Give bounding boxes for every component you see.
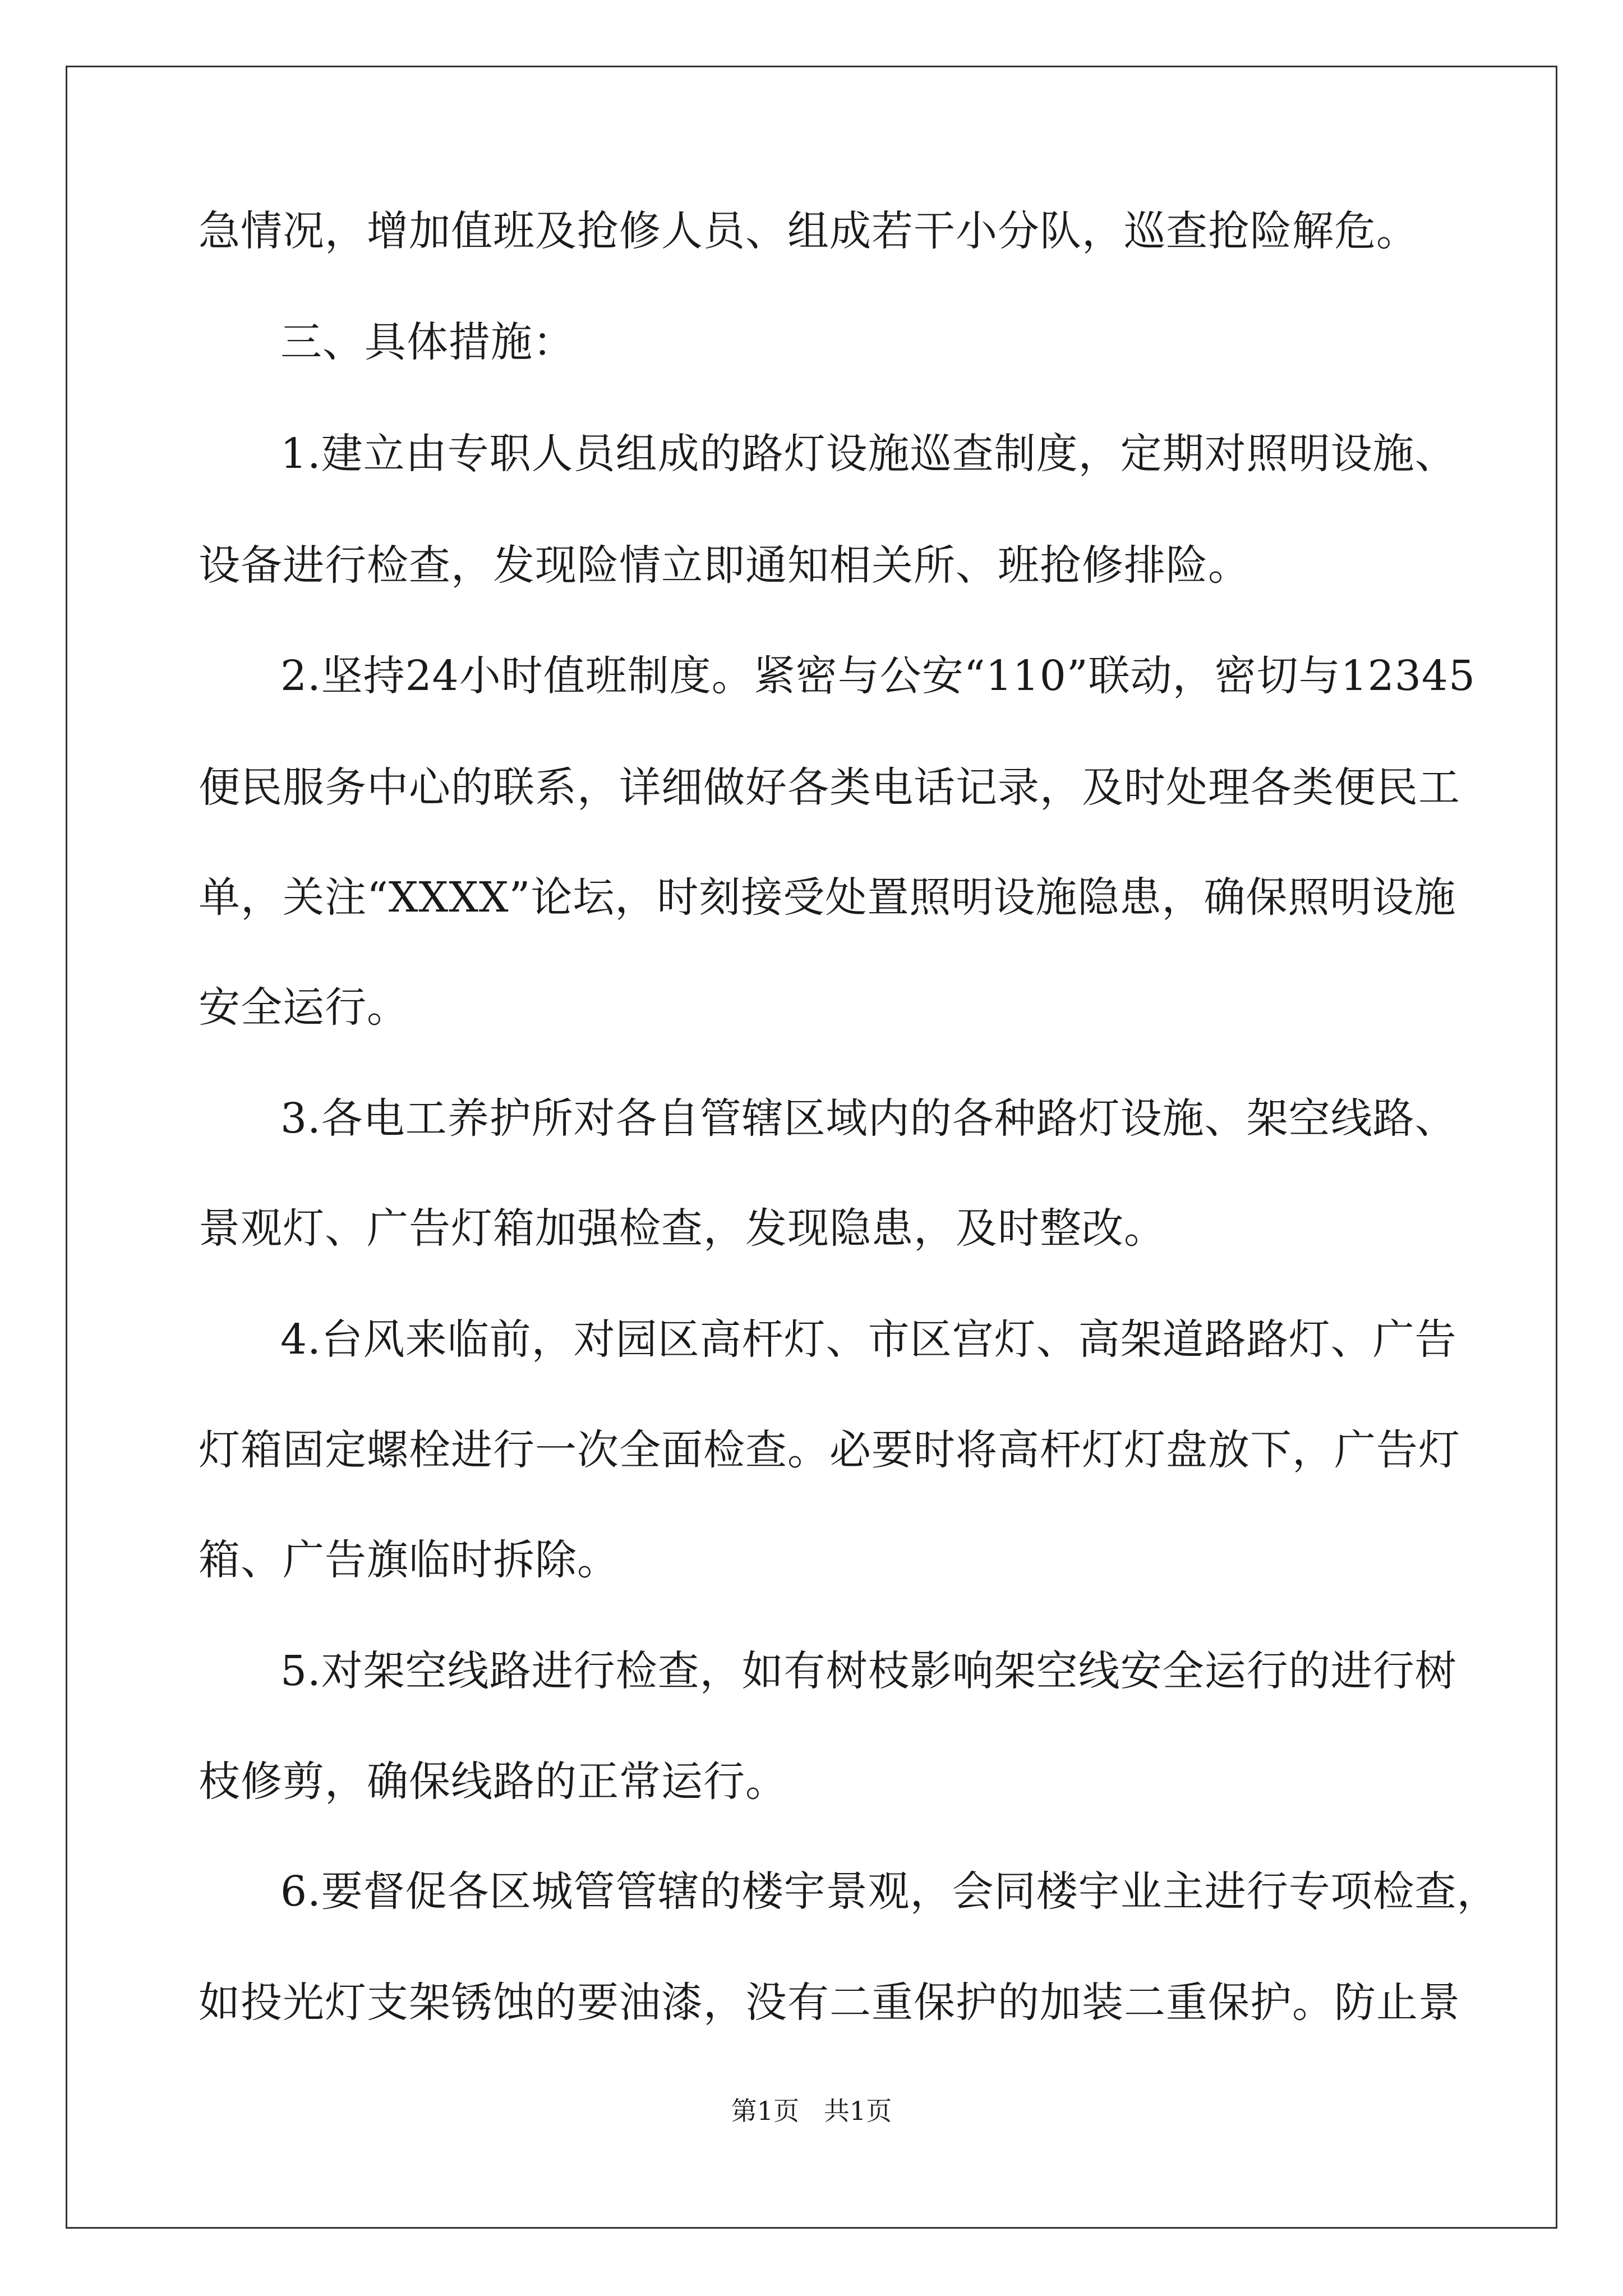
- text-line: 枝修剪，确保线路的正常运行。: [199, 1757, 787, 1806]
- section-heading: 三、具体措施：: [280, 318, 575, 366]
- text-line: 单，关注“XXXX”论坛，时刻接受处置照明设施隐患，确保照明设施: [199, 873, 1456, 922]
- text-line: 箱、广告旗临时拆除。: [199, 1536, 619, 1584]
- text-line: 3.各电工养护所对各自管辖区域内的各种路灯设施、架空线路、: [280, 1094, 1457, 1143]
- page-footer: 第1页 共1页: [731, 2096, 892, 2126]
- text-line: 设备进行检查，发现险情立即通知相关所、班抢修排险。: [199, 541, 1250, 590]
- text-line: 4.台风来临前，对园区高杆灯、市区宫灯、高架道路路灯、广告: [280, 1315, 1457, 1364]
- text-line: 6.要督促各区城管管辖的楼宇景观，会同楼宇业主进行专项检查，: [280, 1867, 1499, 1916]
- text-line: 灯箱固定螺栓进行一次全面检查。必要时将高杆灯灯盘放下，广告灯: [199, 1426, 1460, 1474]
- text-line: 2.坚持24小时值班制度。紧密与公安“110”联动，密切与12345: [280, 652, 1476, 700]
- text-line: 景观灯、广告灯箱加强检查，发现隐患，及时整改。: [199, 1204, 1166, 1253]
- text-line: 急情况，增加值班及抢修人员、组成若干小分队，巡查抢险解危。: [199, 207, 1418, 255]
- text-line: 便民服务中心的联系，详细做好各类电话记录，及时处理各类便民工: [199, 763, 1460, 812]
- text-line: 5.对架空线路进行检查，如有树枝影响架空线安全运行的进行树: [280, 1647, 1457, 1695]
- text-line: 1.建立由专职人员组成的路灯设施巡查制度，定期对照明设施、: [280, 430, 1457, 478]
- text-line: 安全运行。: [199, 983, 409, 1032]
- text-line: 如投光灯支架锈蚀的要油漆，没有二重保护的加装二重保护。防止景: [199, 1978, 1460, 2027]
